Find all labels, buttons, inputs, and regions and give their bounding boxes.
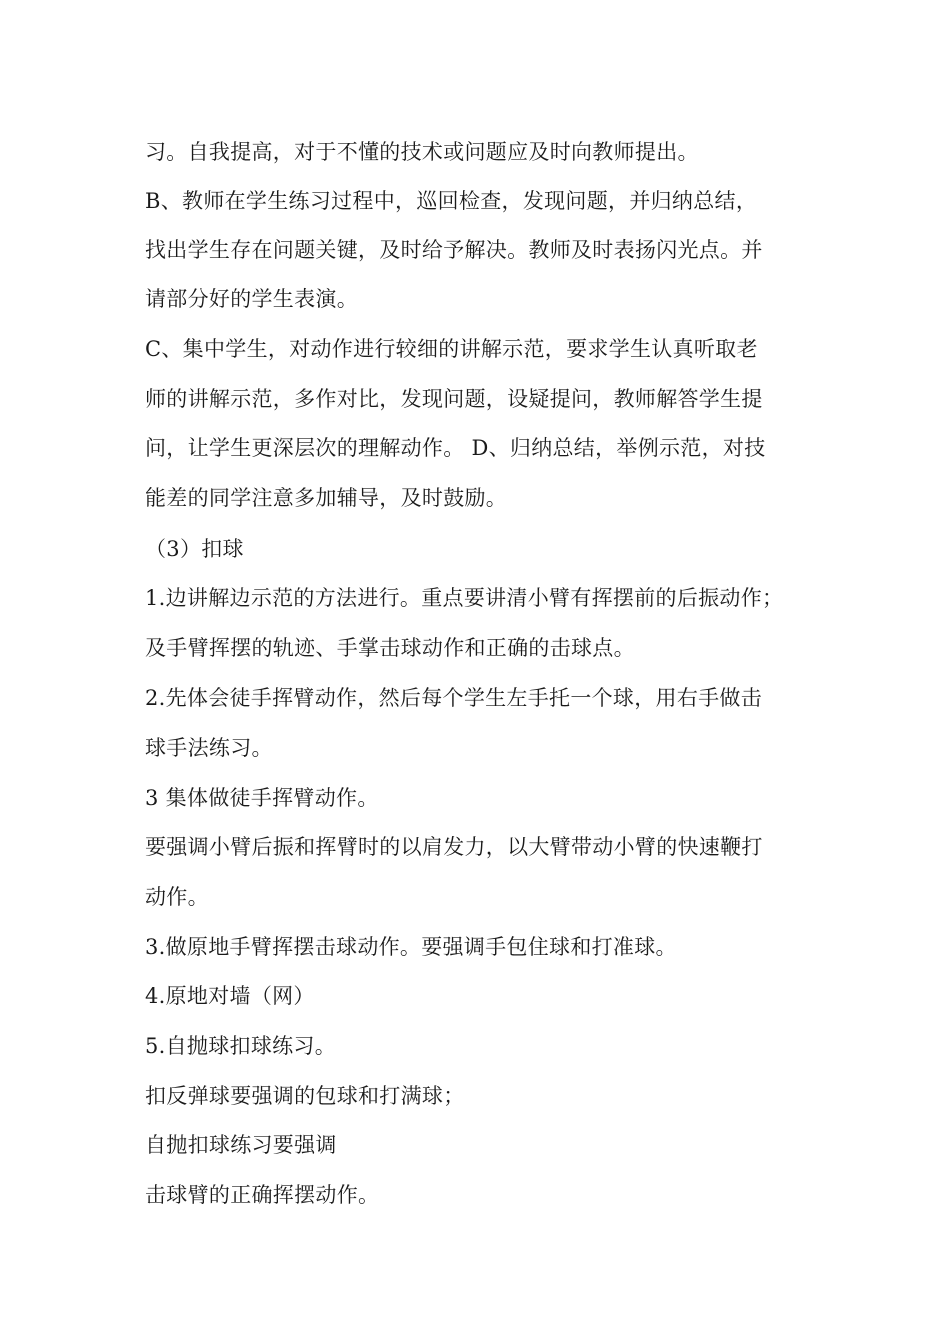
text-line: 请部分好的学生表演。 (145, 287, 358, 311)
text-line: 找出学生存在问题关键，及时给予解决。教师及时表扬闪光点。并 (145, 238, 763, 262)
text-line: 自抛扣球练习要强调 (145, 1133, 337, 1157)
text-line: 击球臂的正确挥摆动作。 (145, 1183, 380, 1207)
text-line: C、集中学生，对动作进行较细的讲解示范，要求学生认真听取老 (145, 337, 758, 361)
text-line: 师的讲解示范，多作对比，发现问题，设疑提问，教师解答学生提 (145, 387, 763, 411)
text-line: 3 集体做徒手挥臂动作。 (145, 786, 379, 810)
text-line: 4.原地对墙（网） (145, 984, 315, 1008)
text-line: 球手法练习。 (145, 736, 273, 760)
text-line: 2.先体会徒手挥臂动作，然后每个学生左手托一个球，用右手做击 (145, 686, 763, 710)
text-line: 3.做原地手臂挥摆击球动作。要强调手包住球和打准球。 (145, 935, 677, 959)
text-line: 要强调小臂后振和挥臂时的以肩发力，以大臂带动小臂的快速鞭打 (145, 835, 763, 859)
section-heading: （3）扣球 (145, 537, 244, 561)
text-line: 能差的同学注意多加辅导，及时鼓励。 (145, 486, 508, 510)
text-line: 动作。 (145, 885, 209, 909)
text-line: B、教师在学生练习过程中，巡回检查，发现问题，并归纳总结， (145, 189, 758, 213)
text-line: 习。自我提高，对于不懂的技术或问题应及时向教师提出。 (145, 140, 699, 164)
text-line: 5.自抛球扣球练习。 (145, 1034, 337, 1058)
text-line: 扣反弹球要强调的包球和打满球； (145, 1084, 465, 1108)
text-line: 问，让学生更深层次的理解动作。 D、归纳总结，举例示范，对技 (145, 436, 766, 460)
text-line: 1.边讲解边示范的方法进行。重点要讲清小臂有挥摆前的后振动作； (145, 586, 784, 610)
text-line: 及手臂挥摆的轨迹、手掌击球动作和正确的击球点。 (145, 636, 635, 660)
